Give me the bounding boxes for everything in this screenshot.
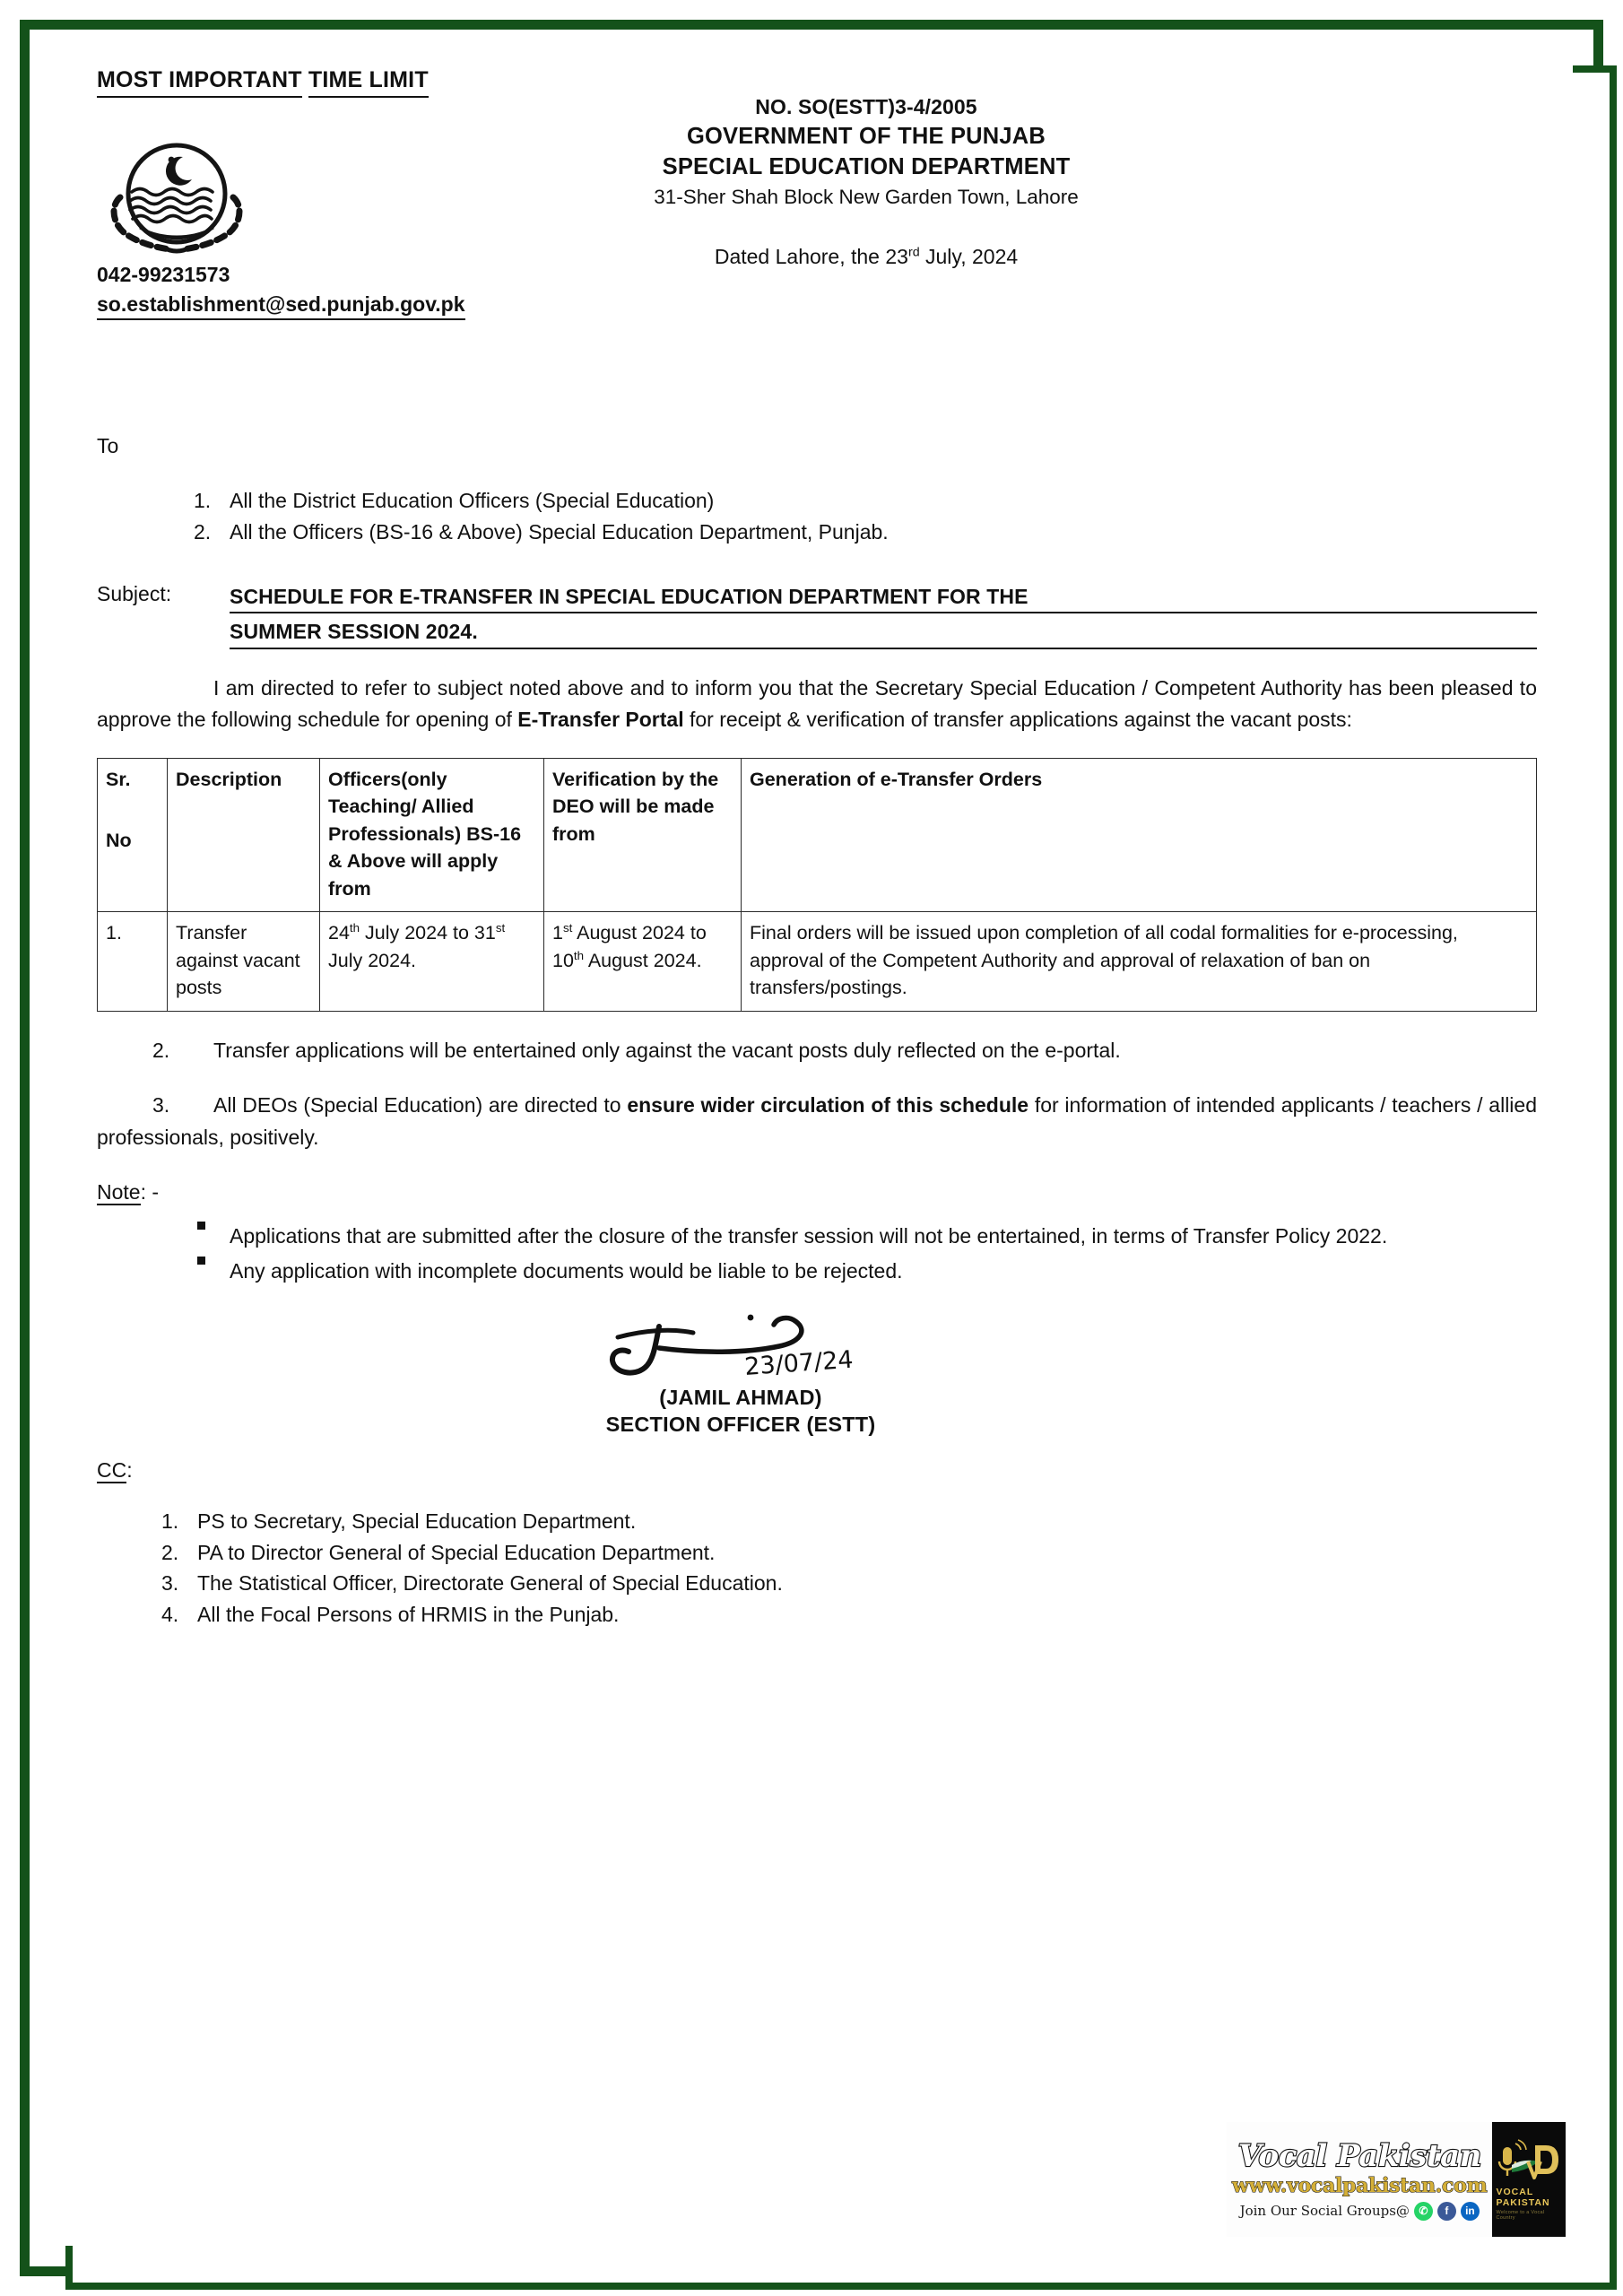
note-label <box>97 1180 1537 1205</box>
list-item <box>194 517 1537 548</box>
vocal-pakistan-watermark <box>1227 2122 1560 2237</box>
time-limit-line: TIME LIMIT <box>308 65 429 98</box>
contact-info <box>97 260 465 320</box>
to-label: To <box>97 434 119 457</box>
date-suffix: July, 2024 <box>919 245 1019 269</box>
cc-label <box>97 1458 1537 1483</box>
verification-ordinal-1: st <box>562 921 573 935</box>
recipient-text: All the District Education Officers (Special Education) <box>230 489 715 512</box>
list-item <box>161 1568 1537 1599</box>
list-item <box>161 1599 1537 1631</box>
list-item <box>230 1256 1537 1287</box>
whatsapp-icon[interactable]: ✆ <box>1414 2202 1433 2221</box>
join-groups-text: Join Our Social Groups@ <box>1239 2203 1410 2219</box>
email-address[interactable]: so.establishment@sed.punjab.gov.pk <box>97 290 465 321</box>
paragraph-3-part-b: for information of intended applicants / teachers / allied professionals, positively. <box>97 1093 1537 1149</box>
note-item-text: Any application with incomplete documents would be liable to be rejected. <box>230 1259 903 1283</box>
cell-description: Transfer against vacant posts <box>168 912 320 1012</box>
signatory-name: (JAMIL AHMAD) <box>659 1386 822 1410</box>
note-word: Note <box>97 1180 141 1205</box>
cc-suffix: : <box>126 1458 133 1483</box>
watermark-brand: Vocal Pakistan <box>1237 2137 1481 2174</box>
logo-tagline: Welcome to a Vocal Country <box>1496 2210 1545 2221</box>
officers-ordinal-1: th <box>349 921 360 935</box>
list-item <box>161 1537 1537 1569</box>
note-suffix: : - <box>140 1180 160 1205</box>
column-header-verification: Verification by the DEO will be made from <box>544 758 742 912</box>
cc-number: 4. <box>161 1602 179 1626</box>
recipient-number: 1. <box>194 489 212 512</box>
table-row <box>98 912 1537 1012</box>
document-body <box>50 434 1573 1630</box>
signatory-title: SECTION OFFICER (ESTT) <box>605 1413 876 1437</box>
subject-line1: SCHEDULE FOR E-TRANSFER IN SPECIAL EDUCATION DEPARTMENT FOR THE <box>230 582 1537 614</box>
logo-brand-name: VOCAL PAKISTAN <box>1496 2187 1550 2208</box>
table-body <box>98 912 1537 1012</box>
officers-date-end: July 2024. <box>328 949 417 971</box>
paragraph-1-part-a: I am directed to refer to subject noted above and to inform you that the Secretary Special Education / Competent Authority has been pleased to approve the following schedule for opening of <box>97 676 1537 732</box>
subject-row <box>97 582 1537 649</box>
cc-number: 1. <box>161 1509 179 1534</box>
watermark-url[interactable]: www.vocalpakistan.com <box>1232 2173 1488 2197</box>
vocal-pakistan-logo-icon <box>1496 2138 1562 2185</box>
office-address: 31-Sher Shah Block New Garden Town, Lahore <box>654 186 1079 209</box>
date-prefix: Dated Lahore, the 23 <box>714 245 908 269</box>
most-important-label <box>97 63 429 98</box>
cc-list <box>97 1506 1537 1630</box>
officers-date-mid: July 2024 to 31 <box>360 922 496 944</box>
social-groups-row <box>1232 2202 1487 2221</box>
paragraph-2-text: Transfer applications will be entertained only against the vacant posts duly reflected on the e-portal. <box>213 1039 1121 1062</box>
paragraph-3 <box>97 1090 1537 1153</box>
cc-number: 2. <box>161 1540 179 1564</box>
department-name: SPECIAL EDUCATION DEPARTMENT <box>662 153 1071 179</box>
verification-ordinal-2: th <box>573 948 585 962</box>
cell-sr: 1. <box>98 912 168 1012</box>
document-header <box>50 50 1573 427</box>
cell-officers-dates <box>320 912 544 1012</box>
cell-generation-orders: Final orders will be issued upon completion of all codal formalities for e-processing, approval of the Competent Authority and approval of relaxation of ban on transfers/postings. <box>742 912 1537 1012</box>
table-head <box>98 758 1537 912</box>
paragraph-1-part-b: for receipt & verification of transfer applications against the vacant posts: <box>683 708 1352 732</box>
bullet-icon <box>197 1257 205 1265</box>
officers-date-start: 24 <box>328 922 350 944</box>
date-ordinal: rd <box>907 245 920 260</box>
cc-text: The Statistical Officer, Directorate General of Special Education. <box>197 1571 783 1596</box>
column-header-description: Description <box>168 758 320 912</box>
verification-date-start: 1 <box>552 922 563 944</box>
document-sheet <box>50 50 1573 2246</box>
signature-date-text: 23/07/24 <box>743 1345 855 1382</box>
sr-label-line1: Sr. <box>106 768 131 790</box>
document-date <box>436 243 1297 271</box>
file-number: NO. SO(ESTT)3-4/2005 <box>755 95 977 118</box>
list-item <box>194 485 1537 517</box>
watermark-text-block <box>1227 2122 1492 2237</box>
subject-line2: SUMMER SESSION 2024. <box>230 617 1537 649</box>
column-header-officers: Officers(only Teaching/ Allied Professionals) BS-16 & Above will apply from <box>320 758 544 912</box>
facebook-icon[interactable]: f <box>1437 2202 1456 2221</box>
note-list <box>97 1221 1537 1287</box>
column-header-generation: Generation of e-Transfer Orders <box>742 758 1537 912</box>
recipient-text: All the Officers (BS-16 & Above) Special Education Department, Punjab. <box>230 519 889 544</box>
cc-word: CC <box>97 1458 127 1483</box>
recipient-list <box>97 485 1537 548</box>
paragraph-1 <box>97 673 1537 736</box>
schedule-table <box>97 758 1537 1012</box>
verification-date-end: August 2024. <box>584 949 702 971</box>
header-center-block <box>436 93 1297 271</box>
list-item <box>161 1506 1537 1537</box>
cc-text: All the Focal Persons of HRMIS in the Punjab. <box>197 1602 620 1626</box>
phone-number: 042-99231573 <box>97 263 230 286</box>
table-header-row <box>98 758 1537 912</box>
e-transfer-portal-emphasis: E-Transfer Portal <box>517 708 684 732</box>
punjab-government-emblem-icon <box>100 127 253 262</box>
subject-label: Subject: <box>97 581 172 605</box>
list-item <box>230 1221 1537 1252</box>
subject-text <box>230 582 1537 649</box>
handwritten-signature-icon <box>593 1309 889 1389</box>
officers-ordinal-2: st <box>495 921 506 935</box>
sr-label-line2: No <box>106 830 132 852</box>
watermark-logo-block <box>1492 2122 1566 2237</box>
linkedin-icon[interactable]: in <box>1461 2202 1480 2221</box>
cell-verification-dates <box>544 912 742 1012</box>
column-header-sr-no <box>98 758 168 912</box>
paragraph-3-part-a: All DEOs (Special Education) are directed to <box>213 1093 628 1118</box>
recipient-number: 2. <box>194 519 212 544</box>
paragraph-2-number: 2. <box>152 1039 170 1062</box>
cc-text: PA to Director General of Special Education Department. <box>197 1540 716 1564</box>
cc-text: PS to Secretary, Special Education Department. <box>197 1509 637 1534</box>
circulation-emphasis: ensure wider circulation of this schedule <box>627 1093 1029 1118</box>
most-important-line1: MOST IMPORTANT <box>97 65 302 98</box>
note-item-text: Applications that are submitted after the closure of the transfer session will not be entertained, in terms of Transfer Policy 2022. <box>230 1224 1388 1248</box>
bullet-icon <box>197 1222 205 1230</box>
government-name: GOVERNMENT OF THE PUNJAB <box>686 123 1046 149</box>
paragraph-2 <box>97 1035 1537 1066</box>
verification-date-mid: August 2024 to 10 <box>552 922 707 971</box>
cc-number: 3. <box>161 1571 179 1596</box>
paragraph-3-number: 3. <box>152 1093 170 1118</box>
signature-block <box>97 1309 1537 1437</box>
